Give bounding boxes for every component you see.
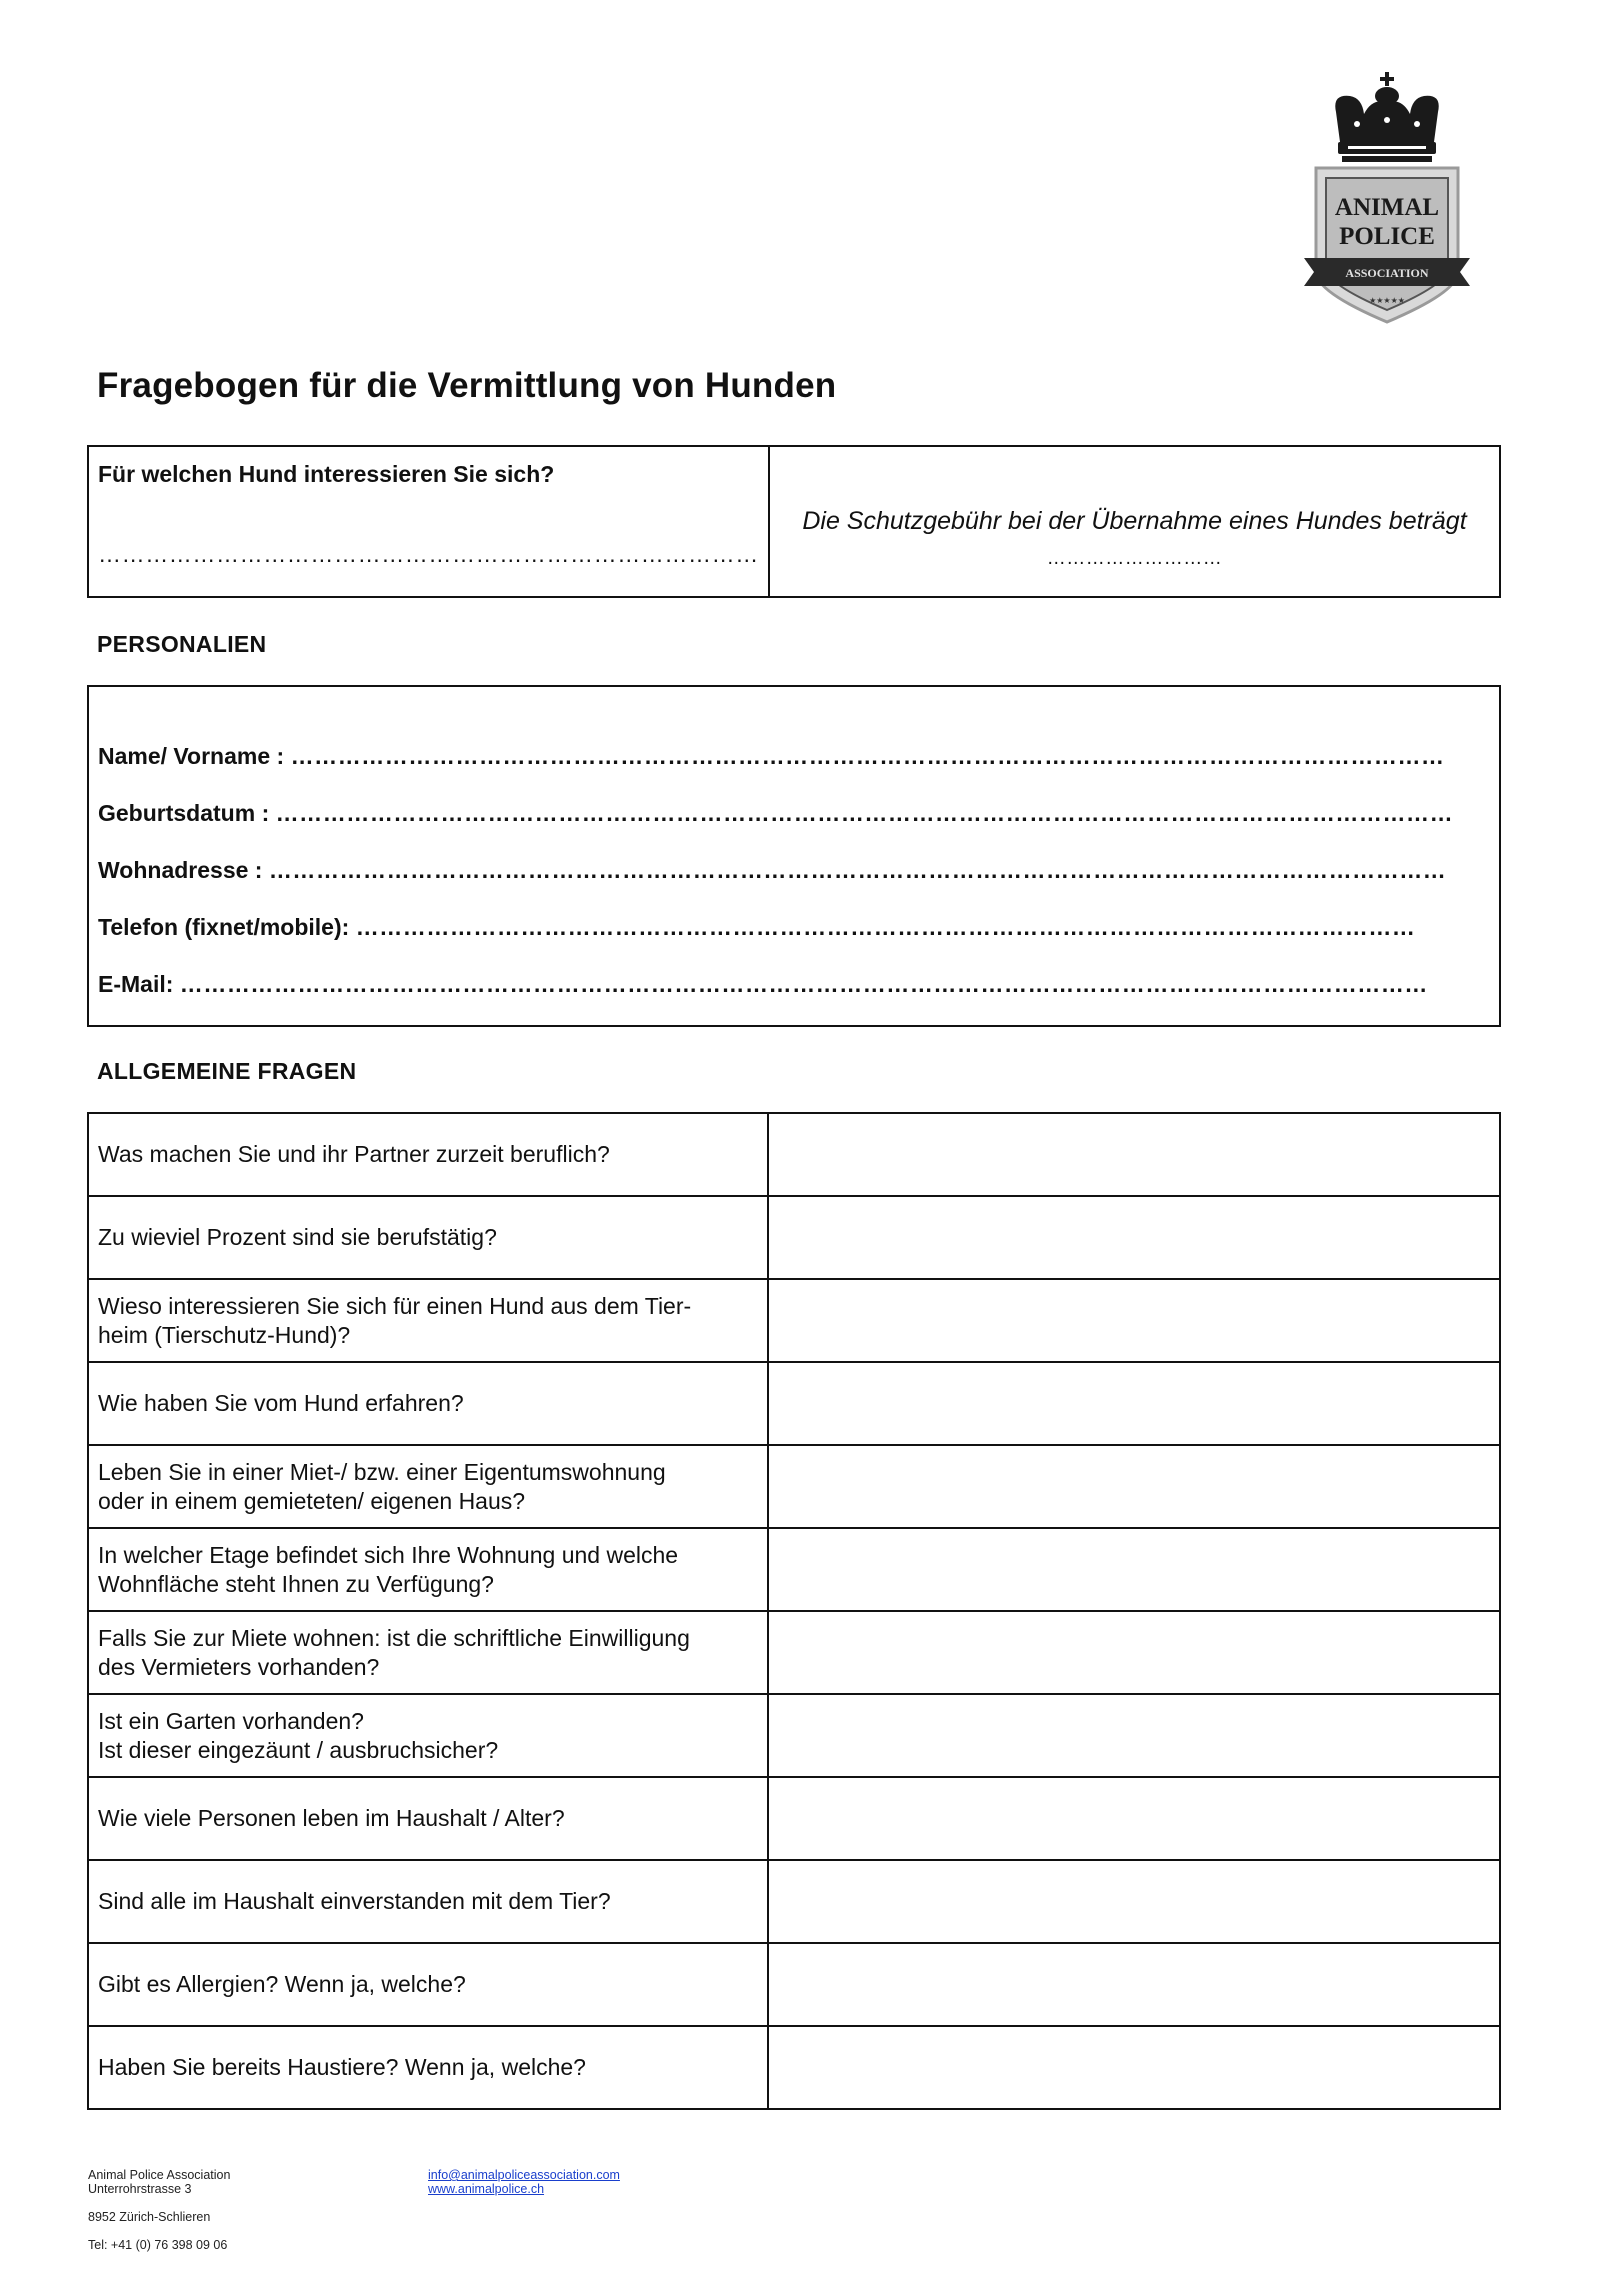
footer-email-link[interactable]: info@animalpoliceassociation.com [428, 2168, 620, 2182]
fee-text: Die Schutzgebühr bei der Übernahme eines Hundes beträgt [802, 507, 1467, 535]
footer-website-link[interactable]: www.animalpolice.ch [428, 2182, 545, 2196]
table-row [88, 1694, 1500, 1777]
question-cell: Was machen Sie und ihr Partner zurzeit beruflich? [88, 1113, 768, 1196]
fee-text-block [780, 504, 1489, 576]
interest-box [87, 445, 1501, 598]
field-birthdate-label: Geburtsdatum : [98, 800, 270, 826]
field-phone[interactable] [98, 914, 1415, 941]
table-row [88, 1777, 1500, 1860]
answer-cell[interactable] [768, 2026, 1500, 2109]
personalien-heading: PERSONALIEN [97, 631, 267, 657]
answer-cell[interactable] [768, 1279, 1500, 1362]
footer-links [428, 2168, 620, 2196]
question-cell: Zu wieviel Prozent sind sie berufstätig? [88, 1196, 768, 1279]
logo-line1: ANIMAL [1334, 194, 1440, 221]
table-row [88, 1860, 1500, 1943]
footer-address [88, 2168, 230, 2252]
dog-interest-cell [89, 447, 770, 596]
field-phone-label: Telefon (fixnet/mobile): [98, 914, 350, 940]
question-cell: In welcher Etage befindet sich Ihre Wohnung und welche Wohnfläche steht Ihnen zu Verfügung? [88, 1528, 768, 1611]
field-name-line[interactable]: ………………………………………………………………………………………………………………………………… [290, 743, 1445, 769]
personalien-box [87, 685, 1501, 1027]
animal-police-logo [1302, 72, 1472, 328]
table-row [88, 1943, 1500, 2026]
table-row [88, 1362, 1500, 1445]
table-row [88, 1611, 1500, 1694]
questions-table [87, 1112, 1501, 2110]
table-row [88, 2026, 1500, 2109]
table-row [88, 1113, 1500, 1196]
field-email-line[interactable]: …………………………………………………………………………………………………………………………………………… [179, 971, 1428, 997]
field-name[interactable] [98, 743, 1445, 770]
answer-cell[interactable] [768, 1528, 1500, 1611]
table-row [88, 1279, 1500, 1362]
question-cell: Haben Sie bereits Haustiere? Wenn ja, welche? [88, 2026, 768, 2109]
logo-line2: POLICE [1339, 223, 1435, 250]
logo-banner: ASSOCIATION [1345, 266, 1429, 280]
footer-city: 8952 Zürich-Schlieren [88, 2210, 211, 2224]
table-row [88, 1445, 1500, 1528]
question-cell: Ist ein Garten vorhanden? Ist dieser eingezäunt / ausbruchsicher? [88, 1694, 768, 1777]
answer-cell[interactable] [768, 1445, 1500, 1528]
answer-cell[interactable] [768, 1943, 1500, 2026]
footer-phone: Tel: +41 (0) 76 398 09 06 [88, 2238, 228, 2252]
question-cell: Wie haben Sie vom Hund erfahren? [88, 1362, 768, 1445]
field-address[interactable] [98, 857, 1446, 884]
question-cell: Sind alle im Haushalt einverstanden mit dem Tier? [88, 1860, 768, 1943]
footer-org: Animal Police Association [88, 2168, 231, 2182]
question-cell: Leben Sie in einer Miet-/ bzw. einer Eigentumswohnung oder in einem gemieteten/ eigenen Haus? [88, 1445, 768, 1528]
field-birthdate[interactable] [98, 800, 1453, 827]
fee-amount-line[interactable]: ……………………… [1046, 548, 1223, 569]
table-row [88, 1528, 1500, 1611]
footer-street: Unterrohrstrasse 3 [88, 2182, 192, 2196]
answer-cell[interactable] [768, 1860, 1500, 1943]
answer-cell[interactable] [768, 1611, 1500, 1694]
field-address-line[interactable]: …………………………………………………………………………………………………………………………………… [268, 857, 1447, 883]
answer-cell[interactable] [768, 1777, 1500, 1860]
question-cell: Falls Sie zur Miete wohnen: ist die schriftliche Einwilligung des Vermieters vorhanden? [88, 1611, 768, 1694]
fee-cell [770, 447, 1499, 596]
logo-stars: ★★★★★ [1369, 296, 1405, 305]
answer-cell[interactable] [768, 1694, 1500, 1777]
field-name-label: Name/ Vorname : [98, 743, 285, 769]
dog-interest-answer-line[interactable]: ………………………………………………………………………… [98, 541, 759, 567]
field-phone-line[interactable]: ……………………………………………………………………………………………………………………… [355, 914, 1416, 940]
page-title: Fragebogen für die Vermittlung von Hunden [97, 366, 837, 405]
answer-cell[interactable] [768, 1362, 1500, 1445]
field-address-label: Wohnadresse : [98, 857, 263, 883]
answer-cell[interactable] [768, 1113, 1500, 1196]
answer-cell[interactable] [768, 1196, 1500, 1279]
question-cell: Gibt es Allergien? Wenn ja, welche? [88, 1943, 768, 2026]
question-cell: Wie viele Personen leben im Haushalt / Alter? [88, 1777, 768, 1860]
question-cell: Wieso interessieren Sie sich für einen Hund aus dem Tier- heim (Tierschutz-Hund)? [88, 1279, 768, 1362]
table-row [88, 1196, 1500, 1279]
field-birthdate-line[interactable]: …………………………………………………………………………………………………………………………………… [275, 800, 1454, 826]
field-email[interactable] [98, 971, 1428, 998]
allgemeine-heading: ALLGEMEINE FRAGEN [97, 1058, 357, 1084]
field-email-label: E-Mail: [98, 971, 174, 997]
dog-interest-question: Für welchen Hund interessieren Sie sich? [98, 461, 555, 487]
